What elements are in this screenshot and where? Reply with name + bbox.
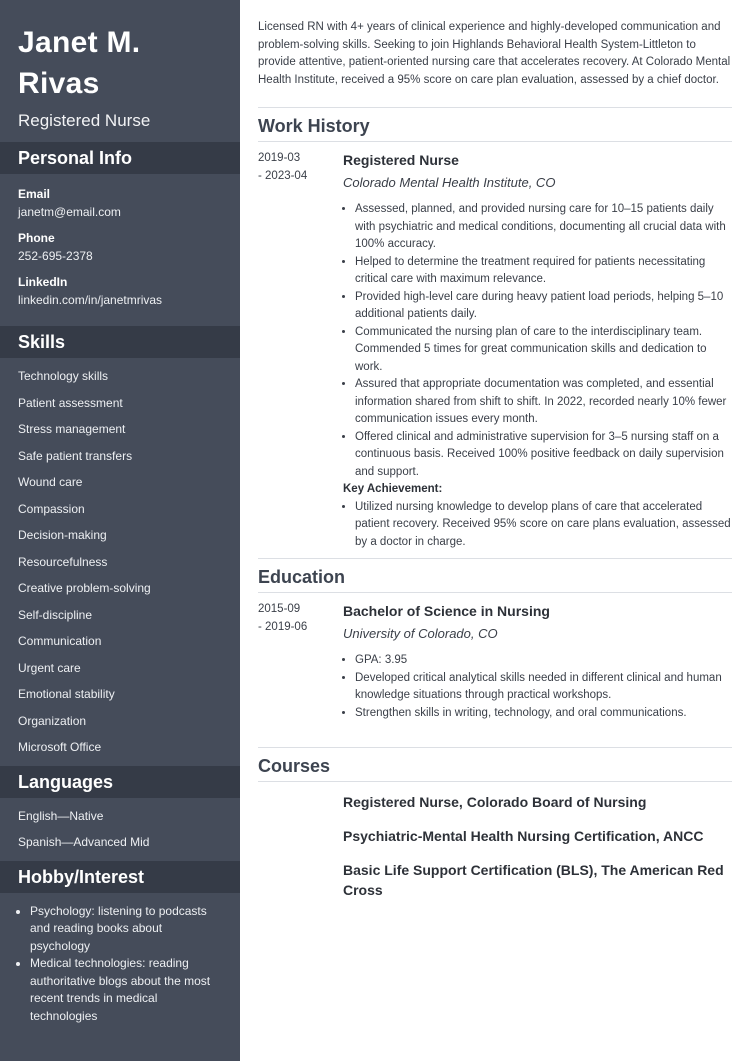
hobby-heading: Hobby/Interest <box>0 861 240 893</box>
language-item: Spanish—Advanced Mid <box>18 835 150 849</box>
skill-item: Compassion <box>18 501 85 516</box>
degree-title: Bachelor of Science in Nursing <box>343 603 550 619</box>
work-history-section <box>258 107 732 551</box>
education-date-start: 2015-09 <box>258 603 301 615</box>
language-item: English—Native <box>18 808 104 823</box>
hobby-list <box>0 903 240 1026</box>
work-bullet: • Helped to determine the treatment required for patients necessitating critical care with maximum relevance. <box>355 254 732 289</box>
job-employer: Colorado Mental Health Institute, CO <box>343 175 556 190</box>
skills-list <box>0 358 240 761</box>
skill-item: Wound care <box>18 475 83 489</box>
work-date-start: 2019-03 <box>258 152 301 164</box>
linkedin-value: linkedin.com/in/janetmrivas <box>18 293 163 307</box>
work-bullet: • Communicated the nursing plan of care to the interdisciplinary team. Commended 5 times for great communication skills and dedication to work. <box>355 324 732 377</box>
key-achievement-bullet: • Utilized nursing knowledge to develop plans of care that accelerated patient recovery. Received 95% score on care plans evaluation, assessed by a doctor in charge. <box>355 499 732 552</box>
education-dates <box>258 601 343 722</box>
work-bullet: • Assured that appropriate documentation was completed, and essential information shared from shift to shift. In 2022, recorded nearly 10% fewer communication issues every month. <box>355 376 732 429</box>
sidebar <box>0 0 240 1061</box>
phone-label: Phone <box>18 231 55 245</box>
skill-item: Stress management <box>18 422 126 436</box>
education-body <box>343 601 732 722</box>
skill-item: Urgent care <box>18 660 81 675</box>
skill-item: Decision-making <box>18 528 107 542</box>
email-value: janetm@email.com <box>18 205 121 219</box>
languages-list <box>0 798 240 856</box>
education-bullet: • GPA: 3.95 <box>355 652 732 670</box>
education-bullet: • Strengthen skills in writing, technology, and oral communications. <box>355 705 732 723</box>
email-label: Email <box>18 187 51 201</box>
skill-item: Resourcefulness <box>18 554 108 569</box>
key-achievement-label: Key Achievement: <box>343 483 443 495</box>
linkedin-label: LinkedIn <box>18 275 68 289</box>
courses-heading: Courses <box>258 748 732 782</box>
course-item: Basic Life Support Certification (BLS), The American Red Cross <box>343 862 724 898</box>
main-content <box>258 0 732 900</box>
skill-item: Organization <box>18 713 87 728</box>
languages-heading: Languages <box>0 766 240 798</box>
summary-text: Licensed RN with 4+ years of clinical experience and highly-developed communication and problem-solving skills. Seeking to join Highlands Behavioral Health System-Littleton to provide attentive, patient-oriented nursing care that accelerates recovery. At Colorado Mental Health Institute, received a 95% score on care plan evaluation, assessed by a chief doctor. <box>258 21 731 86</box>
personal-info-heading: Personal Info <box>0 142 240 174</box>
education-entry <box>258 601 732 722</box>
name-line-1: Janet M. <box>18 26 141 59</box>
phone-value: 252-695-2378 <box>18 249 93 263</box>
skill-item: Creative problem-solving <box>18 581 151 595</box>
skill-item: Communication <box>18 634 102 648</box>
skills-heading: Skills <box>0 326 240 358</box>
work-bullets <box>343 201 732 481</box>
work-date-end: - 2023-04 <box>258 169 308 182</box>
skill-item: Self-discipline <box>18 607 93 622</box>
education-date-end: - 2019-06 <box>258 620 308 633</box>
skill-item: Technology skills <box>18 369 109 383</box>
candidate-name <box>0 0 240 104</box>
work-bullet: • Assessed, planned, and provided nursing care for 10–15 patients daily with psychiatric and medical conditions, documenting all crucial data with 100% accuracy. <box>355 201 732 254</box>
courses-section <box>258 747 732 900</box>
work-bullet: • Provided high-level care during heavy patient load periods, helping 5–10 additional patients daily. <box>355 289 732 324</box>
course-item: Psychiatric-Mental Health Nursing Certification, ANCC <box>343 828 704 844</box>
school-name: University of Colorado, CO <box>343 626 498 641</box>
education-bullets <box>343 652 732 722</box>
education-bullet: • Developed critical analytical skills needed in different clinical and human knowledge situations through practical workshops. <box>355 670 732 705</box>
education-section <box>258 558 732 722</box>
skill-item: Safe patient transfers <box>18 448 133 463</box>
skill-item: Emotional stability <box>18 687 115 701</box>
name-line-2: Rivas <box>18 67 100 100</box>
course-item: Registered Nurse, Colorado Board of Nursing <box>343 794 647 810</box>
personal-info-block <box>0 174 240 309</box>
job-title: Registered Nurse <box>343 152 459 168</box>
work-history-heading: Work History <box>258 108 732 142</box>
work-dates <box>258 150 343 551</box>
education-heading: Education <box>258 559 732 593</box>
candidate-role: Registered Nurse <box>18 111 151 130</box>
hobby-item: • Medical technologies: reading authoritative blogs about the most recent trends in medical technologies <box>30 955 222 1025</box>
hobby-item: • Psychology: listening to podcasts and reading books about psychology <box>30 903 222 956</box>
work-bullet: • Offered clinical and administrative supervision for 3–5 nursing staff on a continuous basis. Received 100% positive feedback on daily supervision and support. <box>355 429 732 482</box>
key-achievement-list <box>343 499 732 552</box>
skill-item: Patient assessment <box>18 395 123 410</box>
skill-item: Microsoft Office <box>18 740 102 754</box>
work-entry <box>258 150 732 551</box>
work-body <box>343 150 732 551</box>
